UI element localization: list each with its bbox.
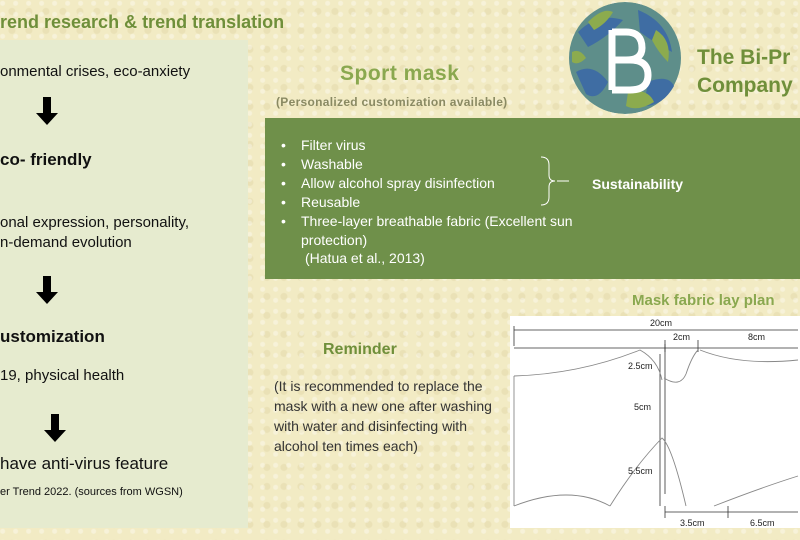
layplan-title: Mask fabric lay plan bbox=[632, 292, 775, 309]
feature-item: • Allow alcohol spray disinfection bbox=[279, 174, 591, 193]
trend-section-title: rend research & trend translation bbox=[0, 12, 285, 32]
down-arrow-icon bbox=[36, 276, 58, 304]
product-subtitle: (Personalized customization available) bbox=[276, 95, 508, 109]
trend-heading-anti-virus: have anti-virus feature bbox=[0, 454, 169, 473]
trend-line-health: 19, physical health bbox=[0, 367, 125, 384]
product-title: Sport mask bbox=[340, 62, 460, 85]
trend-heading-eco-friendly: co- friendly bbox=[0, 150, 92, 169]
feature-item: • Reusable bbox=[279, 193, 591, 212]
dim-bottom-mid: 3.5cm bbox=[680, 518, 705, 528]
company-name-line1: The Bi-Pr bbox=[697, 46, 791, 69]
trend-heading-customization: ustomization bbox=[0, 327, 105, 346]
trend-panel bbox=[0, 40, 248, 528]
feature-item: • Three-layer breathable fabric (Excellent sun protection) bbox=[279, 212, 591, 250]
reminder-title: Reminder bbox=[323, 341, 397, 358]
dim-left-top: 2.5cm bbox=[628, 361, 653, 371]
trend-line-environment: onmental crises, eco-anxiety bbox=[0, 63, 191, 80]
dim-width: 20cm bbox=[650, 318, 673, 328]
features-box bbox=[265, 118, 800, 279]
reminder-text: (It is recommended to replace the mask with a new one after washing with water and disinfecting with alcohol ten times each) bbox=[274, 378, 492, 454]
dim-left-bottom: 5.5cm bbox=[628, 466, 653, 476]
lay-plan-diagram bbox=[510, 316, 800, 528]
features-citation: (Hatua et al., 2013) bbox=[305, 250, 425, 266]
trend-line-expression: onal expression, personality, bbox=[0, 214, 189, 231]
company-name-line2: Company bbox=[697, 74, 793, 97]
trend-source: er Trend 2022. (sources from WGSN) bbox=[0, 486, 183, 498]
brand-logo-icon bbox=[568, 2, 682, 114]
feature-item: • Filter virus bbox=[279, 136, 591, 155]
down-arrow-icon bbox=[36, 97, 58, 125]
down-arrow-icon bbox=[44, 414, 66, 442]
feature-item: • Washable bbox=[279, 155, 591, 174]
lay-plan-dimension-labels bbox=[628, 318, 775, 528]
company-name bbox=[697, 44, 793, 100]
trend-line-evolution: n-demand evolution bbox=[0, 234, 132, 251]
dim-top-right: 8cm bbox=[748, 332, 766, 342]
dim-middle: 5cm bbox=[634, 402, 652, 412]
brace-icon bbox=[535, 155, 585, 207]
dim-bottom-right: 6.5cm bbox=[750, 518, 775, 528]
sustainability-label: Sustainability bbox=[592, 176, 684, 192]
dim-top-gap: 2cm bbox=[673, 332, 691, 342]
